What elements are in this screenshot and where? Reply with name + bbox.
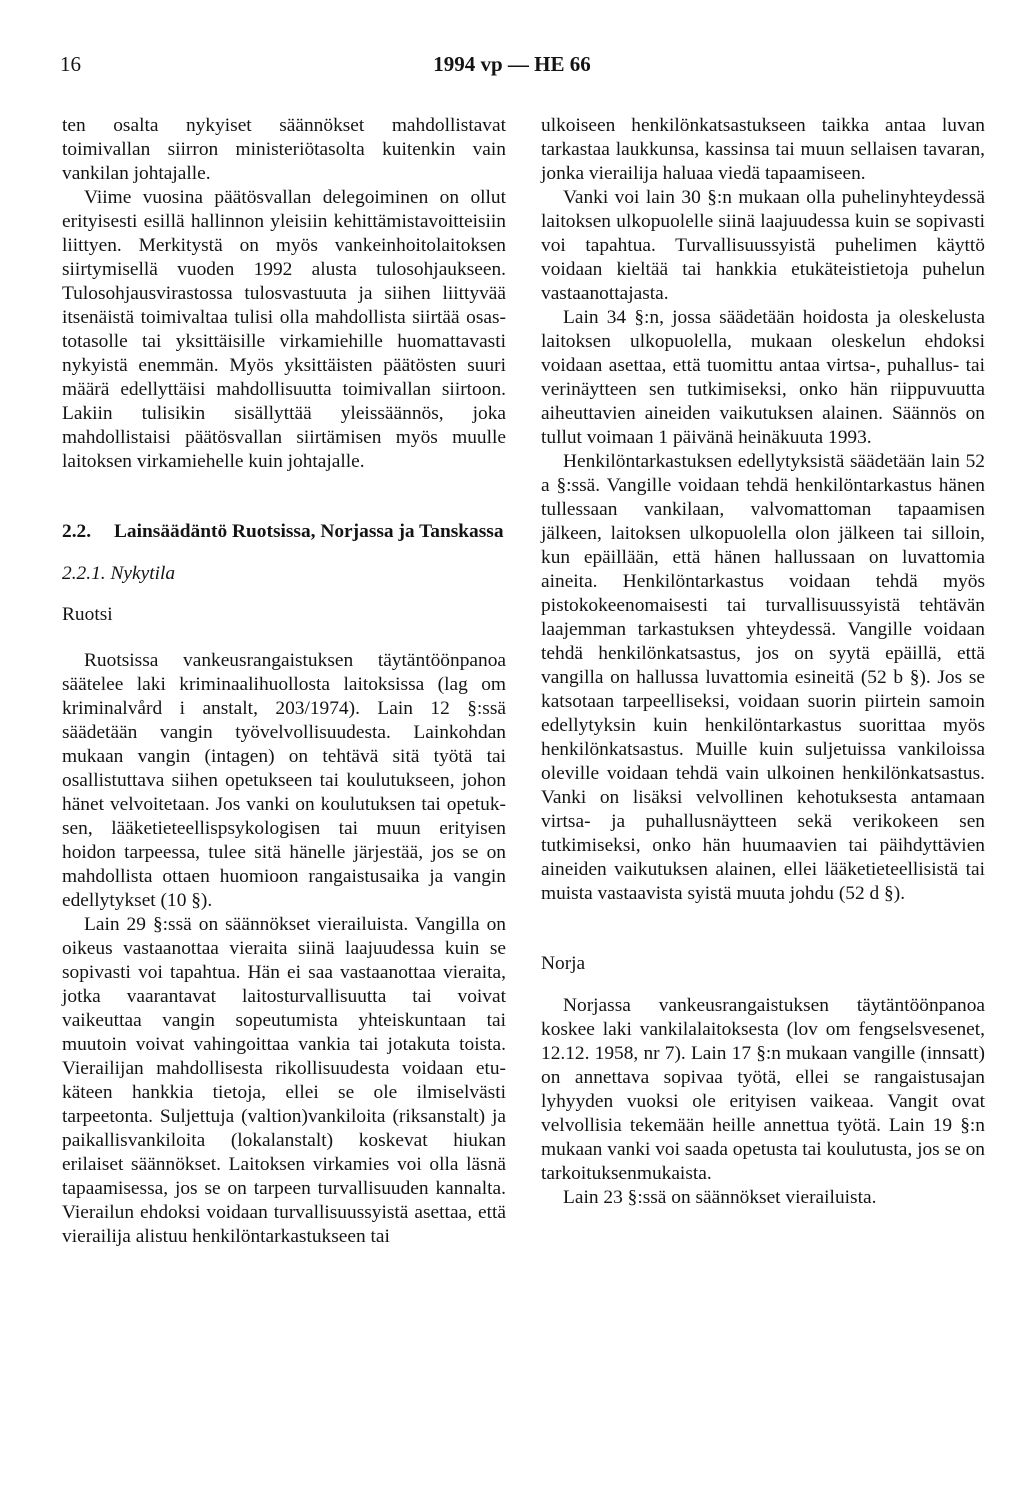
running-title: 1994 vp — HE 66 xyxy=(433,52,591,76)
paragraph: ulkoiseen henkilönkatsastukseen taikka antaa luvan tarkastaa laukkunsa, kassinsa tai muun sellaisen tavaran, jonka vierailija haluaa viedä tapaamiseen. xyxy=(541,115,985,184)
paragraph: Ruotsissa vankeusrangaistuksen täytäntöönpanoa säätelee laki kriminaalihuollosta laitoksissa (lag om kriminalvård i anstalt, 203/1974). Lain 12 §:ssä säädetään vangin työvelvollisuudesta. Lainkohdan mukaan vangin (intagen) on tehtävä sitä työtä tai osallistuttava siihen opetukseen tai koulutukseen, johon hänet velvoitetaan. Jos vanki on koulutuksen tai opetuksen, lääketieteellispsykologisen tai muun erityisen hoidon tarpeessa, tulee sitä hänelle järjestää, jos se on mahdollista ottaen huomioon rangaistusaika ja vangin edellytykset (10 §). xyxy=(62,650,506,911)
section-heading xyxy=(62,520,506,544)
page-number: 16 xyxy=(60,52,81,76)
paragraph: Henkilöntarkastuksen edellytyksistä säädetään lain 52 a §:ssä. Vangille voidaan tehdä henkilöntarkastus hänen tullessaan vankilaan, valvomattoman tapaamisen jälkeen, laitoksen ulkopuolella olon jälkeen tai silloin, kun epäillään, että hänen hallussaan on luvattomia aineita. Henkilöntarkastus voidaan tehdä myös pistokokeenomaisesti tai turvallisuussyistä tehtävän laajemman tarkastuksen yhteydessä. Vangille voidaan tehdä henkilönkatsastus, jos on syytä epäillä, että vangilla on hallussa luvattomia esineitä (52 b §). Jos se katsotaan tarpeelliseksi, voidaan suorin piirtein samoin edellytyksin kuin henkilöntarkastus suorittaa myös henkilönkatsastus. Muille kuin suljetuissa vankiloissa oleville voidaan tehdä vain ulkoinen henkilönkatsastus. Vanki on lisäksi velvollinen kehotuksesta antamaan virtsa- ja puhallusnäytteen sekä verikokeen sen tutkimiseksi, onko hän huumaavien tai päihdyttävien aineiden vaikutuksen alainen, ellei lääketieteellisistä tai muista vastaavista syistä muuta johdu (52 d §). xyxy=(541,451,985,904)
paragraph: Viime vuosina päätösvallan delegoiminen on ollut erityisesti esillä hallinnon yleisiin kehittämistavoitteisiin liittyen. Merkitystä on myös vankeinhoitolaitoksen siirtymisellä vuoden 1992 alusta tulosohjaukseen. Tulosohjausvirastossa tulosvastuuta ja siihen liittyvää itsenäistä toimivaltaa tulisi olla mahdollista siirtää osastotasolle tai yksittäisille virkamiehille huomattavasti nykyistä enemmän. Myös yksittäisten päätösten suuri määrä edellyttäisi mahdollisuutta toimivallan siirtoon. Lakiin tulisikin sisällyttää yleissäännös, joka mahdollistaisi päätösvallan siirtämisen myös muulle laitoksen virkamiehelle kuin johtajalle. xyxy=(62,187,506,472)
section-title: Lainsäädäntö Ruotsissa, Norjassa ja Tanskassa xyxy=(114,521,504,542)
country-heading-sweden: Ruotsi xyxy=(62,604,113,625)
right-column xyxy=(541,114,985,1210)
paragraph: Lain 34 §:n, jossa säädetään hoidosta ja oleskelusta laitoksen ulkopuolella, mukaan oleskelun ehdoksi voidaan asettaa, että tuomittu antaa virtsa-, puhallus- tai verinäytteen sen tutkimiseksi, onko hän riippuvuutta aiheuttavien aineiden vaikutuksen alainen. Säännös on tullut voimaan 1 päivänä heinäkuuta 1993. xyxy=(541,307,985,448)
paragraph: Lain 23 §:ssä on säännökset vierailuista. xyxy=(563,1187,877,1208)
subsection-heading: 2.2.1. Nykytila xyxy=(62,563,176,584)
left-column xyxy=(62,114,506,1249)
country-heading-norway: Norja xyxy=(541,953,586,974)
paragraph: ten osalta nykyiset säännökset mahdollistavat toimivallan siirron ministeriötasolta kuitenkin vain vankilan johtajalle. xyxy=(62,115,506,184)
paragraph: Lain 29 §:ssä on säännökset vierailuista. Vangilla on oikeus vastaanottaa vieraita siinä laajuudessa kuin se sopivasti voi tapahtua. Hän ei saa vastaanottaa vieraita, jotka vaarantavat laitosturvallisuutta tai voivat vaikeuttaa vangin sopeutumista yhteiskuntaan tai muutoin voivat vahingoittaa vankia tai jotakuta toista. Vierailijan mahdollisesta rikollisuudesta voidaan etukäteen hankkia tietoja, ellei se ole ilmiselvästi tarpeetonta. Suljettuja (valtion)vankiloita (riksanstalt) ja paikallisvankiloita (lokalanstalt) koskevat hiukan erilaiset säännökset. Laitoksen virkamies voi olla läsnä tapaamisessa, jos se on tarpeen turvallisuuden kannalta. Vierailun ehdoksi voidaan turvallisuussyistä asettaa, että vierailija alistuu henkilöntarkastukseen tai xyxy=(62,914,506,1247)
paragraph: Vanki voi lain 30 §:n mukaan olla puhelinyhteydessä laitoksen ulkopuolelle siinä laajuudessa kuin se sopivasti voi tapahtua. Turvallisuussyistä puhelimen käyttö voidaan kieltää tai hankkia etukäteistietoja puhelun vastaanottajasta. xyxy=(541,187,985,304)
section-number: 2.2. xyxy=(62,521,92,542)
paragraph: Norjassa vankeusrangaistuksen täytäntöönpanoa koskee laki vankilalaitoksesta (lov om fengselsvesenet, 12.12. 1958, nr 7). Lain 17 §:n mukaan vangille (innsatt) on annettava sopivaa työtä, ellei se rangaistusajan lyhyyden vuoksi ole erityisen vaikeaa. Vangit ovat velvollisia tekemään heille annettua työtä. Lain 19 §:n mukaan vanki voi saada opetusta tai koulutusta, jos se on tarkoituksenmukaista. xyxy=(541,995,985,1184)
page-header xyxy=(60,52,964,82)
